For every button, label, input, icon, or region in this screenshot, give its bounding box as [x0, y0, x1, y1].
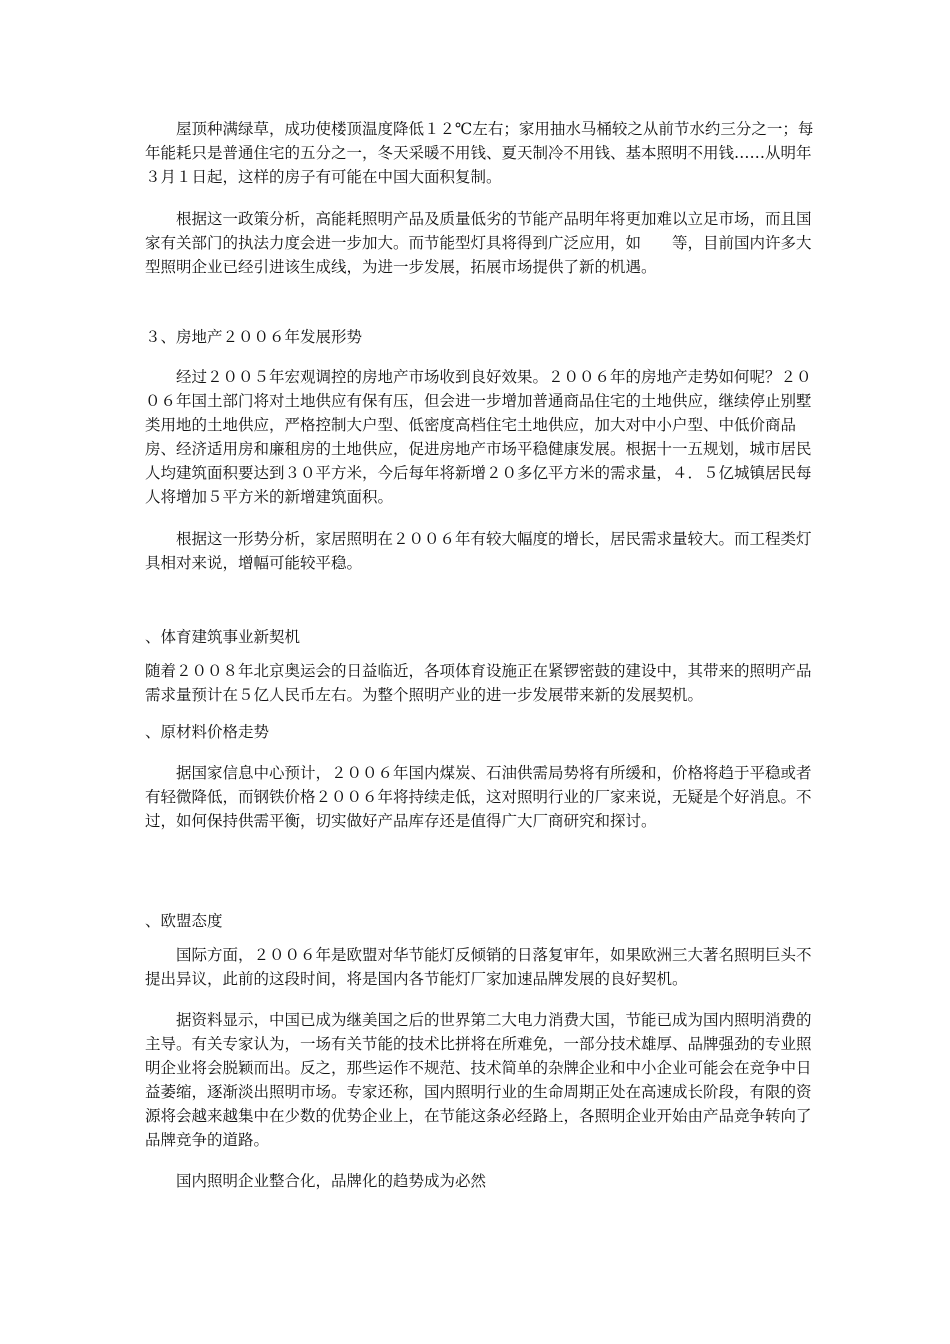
section-heading-raw-materials: 、原材料价格走势	[145, 723, 270, 741]
paragraph-energy-saving-competition: 据资料显示，中国已成为继美国之后的世界第二大电力消费大国，节能已成为国内照明消费的主导。有关专家认为，一场有关节能的技术比拼将在所难免，一部分技术雄厚、品牌强劲的专业照明企业将会脱颖而出。反之，那些运作不规范、技术简单的杂牌企业和中小企业可能会在竞争中日益萎缩，逐渐淡出照明市场。专家还称，国内照明行业的生命周期正处在高速成长阶段，有限的资源将会越来越集中在少数的优势企业上，在节能这条必经路上，各照明企业开始由产品竞争转向了品牌竞争的道路。	[145, 1011, 812, 1149]
paragraph-home-lighting: 根据这一形势分析，家居照明在２００６年有较大幅度的增长，居民需求量较大。而工程类灯具相对来说，增幅可能较平稳。	[145, 530, 812, 572]
paragraph-eu-antidumping: 国际方面，２００６年是欧盟对华节能灯反倾销的日落复审年，如果欧洲三大著名照明巨头不提出异议，此前的这段时间，将是国内各节能灯厂家加速品牌发展的良好契机。	[145, 946, 812, 988]
paragraph-real-estate-trend: 经过２００５年宏观调控的房地产市场收到良好效果。２００６年的房地产走势如何呢？２００６年国土部门将对土地供应有保有压，但会进一步增加普通商品住宅的土地供应，继续停止别墅类用地的土地供应，严格控制大户型、低密度高档住宅土地供应，加大对中小户型、中低价商品房、经济适用房和廉租房的土地供应，促进房地产市场平稳健康发展。根据十一五规划，城市居民人均建筑面积要达到３０平方米，今后每年将新增２０多亿平方米的需求量，４．５亿城镇居民每人将增加５平方米的新增建筑面积。	[145, 368, 812, 506]
section-heading-real-estate: ３、房地产２００６年发展形势	[145, 328, 363, 346]
paragraph-green-roof: 屋顶种满绿草，成功使楼顶温度降低１２℃左右；家用抽水马桶较之从前节水约三分之一；每年能耗只是普通住宅的五分之一，冬天采暖不用钱、夏天制冷不用钱、基本照明不用钱……从明年３月１日起，这样的房子有可能在中国大面积复制。	[145, 120, 814, 186]
section-heading-sports-buildings: 、体育建筑事业新契机	[145, 628, 301, 646]
section-heading-eu-attitude: 、欧盟态度	[145, 912, 223, 930]
paragraph-olympics: 随着２００８年北京奥运会的日益临近，各项体育设施正在紧锣密鼓的建设中，其带来的照明产品需求量预计在５亿人民币左右。为整个照明产业的进一步发展带来新的发展契机。	[145, 662, 812, 704]
paragraph-policy-analysis: 根据这一政策分析，高能耗照明产品及质量低劣的节能产品明年将更加难以立足市场，而且国家有关部门的执法力度会进一步加大。而节能型灯具将得到广泛应用，如 等，目前国内许多大型照明企业已经引进该生成线，为进一步发展，拓展市场提供了新的机遇。	[145, 210, 812, 276]
paragraph-raw-material-prices: 据国家信息中心预计，２００６年国内煤炭、石油供需局势将有所缓和，价格将趋于平稳或者有轻微降低，而钢铁价格２００６年将持续走低，这对照明行业的厂家来说，无疑是个好消息。不过，如何保持供需平衡，切实做好产品库存还是值得广大厂商研究和探讨。	[145, 764, 812, 830]
paragraph-industry-integration: 国内照明企业整合化，品牌化的趋势成为必然	[176, 1172, 487, 1190]
